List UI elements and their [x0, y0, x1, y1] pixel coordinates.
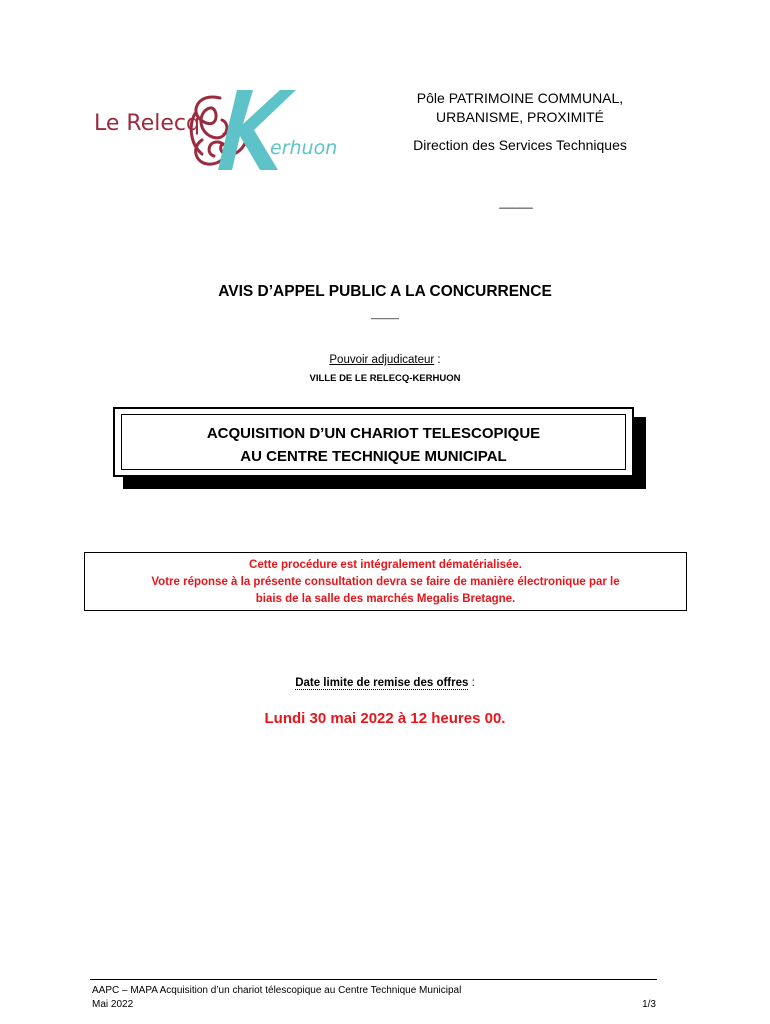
deadline-value: Lundi 30 mai 2022 à 12 heures 00. [264, 710, 506, 727]
authority-name: VILLE DE LE RELECQ-KERHUON [309, 373, 461, 384]
authority-colon: : [434, 354, 441, 366]
subject-line2: AU CENTRE TECHNIQUE MUNICIPAL [240, 448, 507, 465]
notice-line1: Cette procédure est intégralement dématérialisée. [249, 559, 522, 571]
relecq-kerhuon-logo [92, 84, 354, 176]
notice-line2: Votre réponse à la présente consultation devra se faire de manière électronique par le [151, 576, 620, 588]
deadline-label: Date limite de remise des offres [295, 677, 469, 689]
authority-label-line [0, 354, 770, 366]
deadline-label-line [0, 677, 770, 689]
authority-label: Pouvoir adjudicateur [329, 354, 435, 366]
logo-text-le-relecq: Le Relecq [94, 111, 200, 136]
document-title: AVIS D’APPEL PUBLIC A LA CONCURRENCE [218, 283, 552, 300]
header-direction: Direction des Services Techniques [413, 137, 627, 153]
footer-document-reference: AAPC – MAPA Acquisition d’un chariot télescopique au Centre Technique Municipal [92, 985, 462, 996]
footer-page-number: 1/3 [642, 999, 656, 1010]
notice-line3: biais de la salle des marchés Megalis Bretagne. [255, 593, 516, 605]
footer-date: Mai 2022 [92, 999, 134, 1010]
header-pole-line2: URBANISME, PROXIMITÉ [435, 109, 605, 125]
logo-text-erhuon: erhuon [270, 137, 338, 159]
header-separator: _____ [499, 195, 533, 209]
subject-line1: ACQUISITION D’UN CHARIOT TELESCOPIQUE [206, 425, 541, 442]
deadline-colon: : [468, 677, 475, 689]
header-pole-line1: Pôle PATRIMOINE COMMUNAL, [416, 90, 624, 106]
footer-rule [90, 979, 657, 980]
title-separator: _____ [371, 309, 399, 320]
